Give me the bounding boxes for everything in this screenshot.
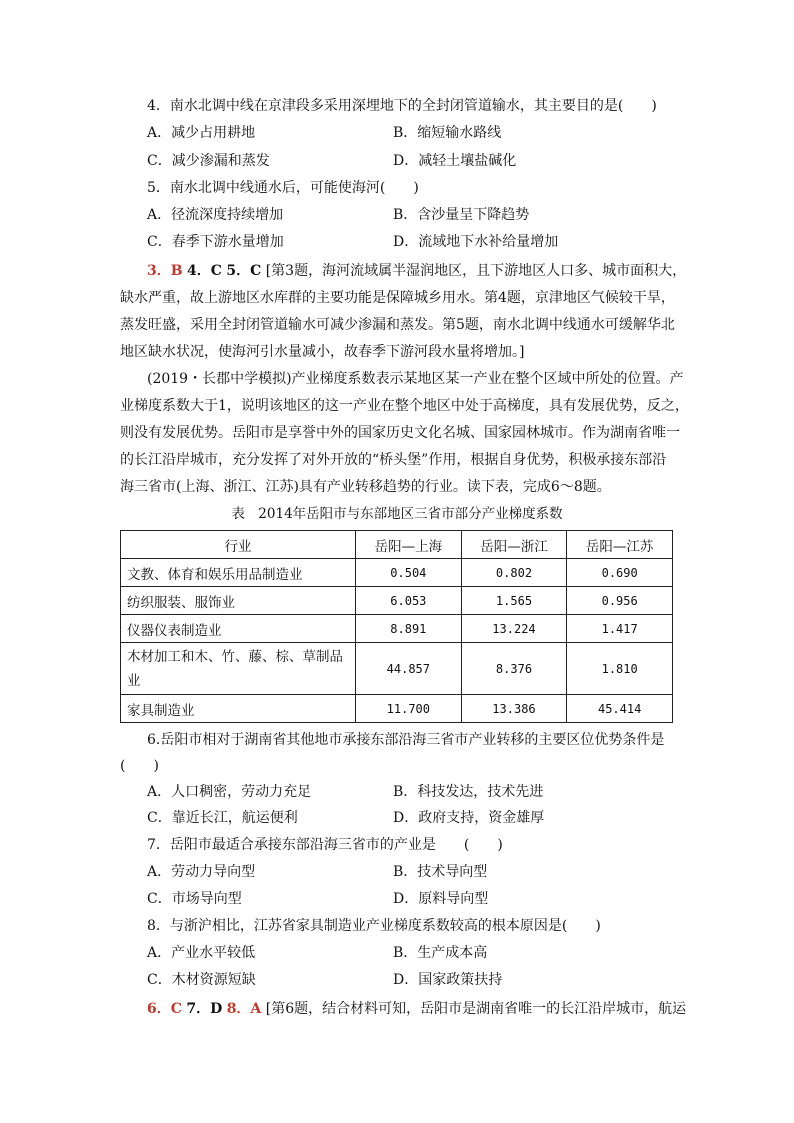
- value-cell: 13.224: [461, 615, 567, 643]
- industry-cell-line-2: 业: [127, 672, 141, 689]
- value-cell: 13.386: [461, 695, 567, 723]
- q4-option-b: B．缩短输水路线: [393, 125, 502, 141]
- q6-option-a: A．人口稠密，劳动力充足: [147, 784, 312, 800]
- q5-option-b: B．含沙量呈下降趋势: [393, 207, 530, 223]
- q4-option-d: D．减轻土壤盐碱化: [393, 153, 517, 169]
- table-row: [121, 615, 673, 643]
- q8-option-b: B．生产成本高: [393, 945, 488, 961]
- value-cell: 0.956: [567, 587, 673, 615]
- table-header-row: [121, 531, 673, 559]
- header-yueyang-zhejiang: 岳阳—浙江: [461, 531, 567, 559]
- explanation-6-line-1: [第6题，结合材料可知，岳阳市是湖南省唯一的长江沿岸城市，航运: [265, 1001, 687, 1017]
- q6-option-d: D．政府支持，资金雄厚: [393, 810, 545, 826]
- q7-stem: 7．岳阳市最适合承接东部沿海三省市的产业是 ( ): [147, 837, 503, 853]
- q5-option-d: D．流域地下水补给量增加: [393, 234, 559, 250]
- value-cell: 8.376: [461, 643, 567, 695]
- value-cell: 1.810: [567, 643, 673, 695]
- value-cell: 8.891: [356, 615, 462, 643]
- q4-option-c: C．减少渗漏和蒸发: [147, 153, 270, 169]
- q8-option-d: D．国家政策扶持: [393, 972, 503, 988]
- industry-cell: 仪器仪表制造业: [121, 615, 356, 643]
- header-industry: 行业: [121, 531, 356, 559]
- value-cell: 6.053: [356, 587, 462, 615]
- answer-block-6-8: [147, 999, 686, 1019]
- industry-cell: 家具制造业: [121, 695, 356, 723]
- q7-option-d: D．原料导向型: [393, 891, 489, 907]
- table-row: [121, 587, 673, 615]
- answer-6: 6．C: [147, 1001, 182, 1017]
- value-cell: 0.802: [461, 559, 567, 587]
- industry-cell-line-1: 木材加工和木、竹、藤、棕、草制品: [127, 648, 343, 665]
- answer-7: 7．D: [186, 1001, 223, 1017]
- industry-cell: [121, 643, 356, 695]
- value-cell: 11.700: [356, 695, 462, 723]
- passage-line-4: 的长江沿岸城市，充分发挥了对外开放的“桥头堡”作用，根据自身优势，积极承接东部沿: [120, 452, 667, 468]
- q4-stem: 4．南水北调中线在京津段多采用深埋地下的全封闭管道输水，其主要目的是( ): [147, 98, 657, 114]
- passage-line-1: (2019・长郡中学模拟)产业梯度系数表示某地区某一产业在整个区域中所处的位置。产: [147, 371, 684, 387]
- header-yueyang-jiangsu: 岳阳—江苏: [567, 531, 673, 559]
- explanation-line-3: 蒸发旺盛，采用全封闭管道输水可减少渗漏和蒸发。第5题，南水北调中线通水可缓解华北: [120, 317, 675, 333]
- explanation-line-1: [第3题，海河流域属半湿润地区，且下游地区人口多、城市面积大，: [265, 263, 687, 279]
- q7-option-a: A．劳动力导向型: [147, 864, 256, 880]
- value-cell: 0.504: [356, 559, 462, 587]
- q7-option-c: C．市场导向型: [147, 891, 242, 907]
- answer-4: 4．C: [187, 263, 222, 279]
- q6-stem-line-2: ( ): [120, 758, 159, 774]
- q6-option-b: B．科技发达，技术先进: [393, 784, 544, 800]
- industry-cell: 文教、体育和娱乐用品制造业: [121, 559, 356, 587]
- passage-line-3: 则没有发展优势。岳阳市是享誉中外的国家历史文化名城、国家园林城市。作为湖南省唯一: [120, 425, 680, 441]
- value-cell: 0.690: [567, 559, 673, 587]
- table-row: [121, 643, 673, 695]
- passage-line-2: 业梯度系数大于1，说明该地区的这一产业在整个地区中处于高梯度，具有发展优势，反之，: [120, 398, 689, 414]
- q4-option-a: A．减少占用耕地: [147, 125, 256, 141]
- table-caption: 表 2014年岳阳市与东部地区三省市部分产业梯度系数: [231, 506, 563, 522]
- value-cell: 1.565: [461, 587, 567, 615]
- header-yueyang-shanghai: 岳阳—上海: [356, 531, 462, 559]
- q5-option-a: A．径流深度持续增加: [147, 207, 284, 223]
- table-row: [121, 695, 673, 723]
- q8-option-a: A．产业水平较低: [147, 945, 256, 961]
- table-row: [121, 559, 673, 587]
- q8-stem: 8．与浙沪相比，江苏省家具制造业产业梯度系数较高的根本原因是( ): [147, 918, 601, 934]
- q5-option-c: C．春季下游水量增加: [147, 234, 284, 250]
- answer-block-3-5: [147, 261, 686, 281]
- passage-line-5: 海三省市(上海、浙江、江苏)具有产业转移趋势的行业。读下表，完成6～8题。: [120, 479, 611, 495]
- industry-cell: 纺织服装、服饰业: [121, 587, 356, 615]
- q7-option-b: B．技术导向型: [393, 864, 488, 880]
- q5-stem: 5．南水北调中线通水后，可能使海河( ): [147, 180, 419, 196]
- answer-5: 5．C: [226, 263, 262, 279]
- explanation-line-4: 地区缺水状况，使海河引水量减小，故春季下游河段水量将增加。]: [120, 344, 525, 360]
- q6-stem-line-1: 6.岳阳市相对于湖南省其他地市承接东部沿海三省市产业转移的主要区位优势条件是: [147, 732, 665, 748]
- value-cell: 1.417: [567, 615, 673, 643]
- answer-8: 8．A: [226, 1001, 262, 1017]
- gradient-coefficient-table: [120, 530, 673, 723]
- value-cell: 45.414: [567, 695, 673, 723]
- q6-option-c: C．靠近长江，航运便利: [147, 810, 298, 826]
- value-cell: 44.857: [356, 643, 462, 695]
- explanation-line-2: 缺水严重，故上游地区水库群的主要功能是保障城乡用水。第4题，京津地区气候较干旱，: [120, 290, 675, 306]
- q8-option-c: C．木材资源短缺: [147, 972, 256, 988]
- answer-3: 3．B: [147, 263, 183, 279]
